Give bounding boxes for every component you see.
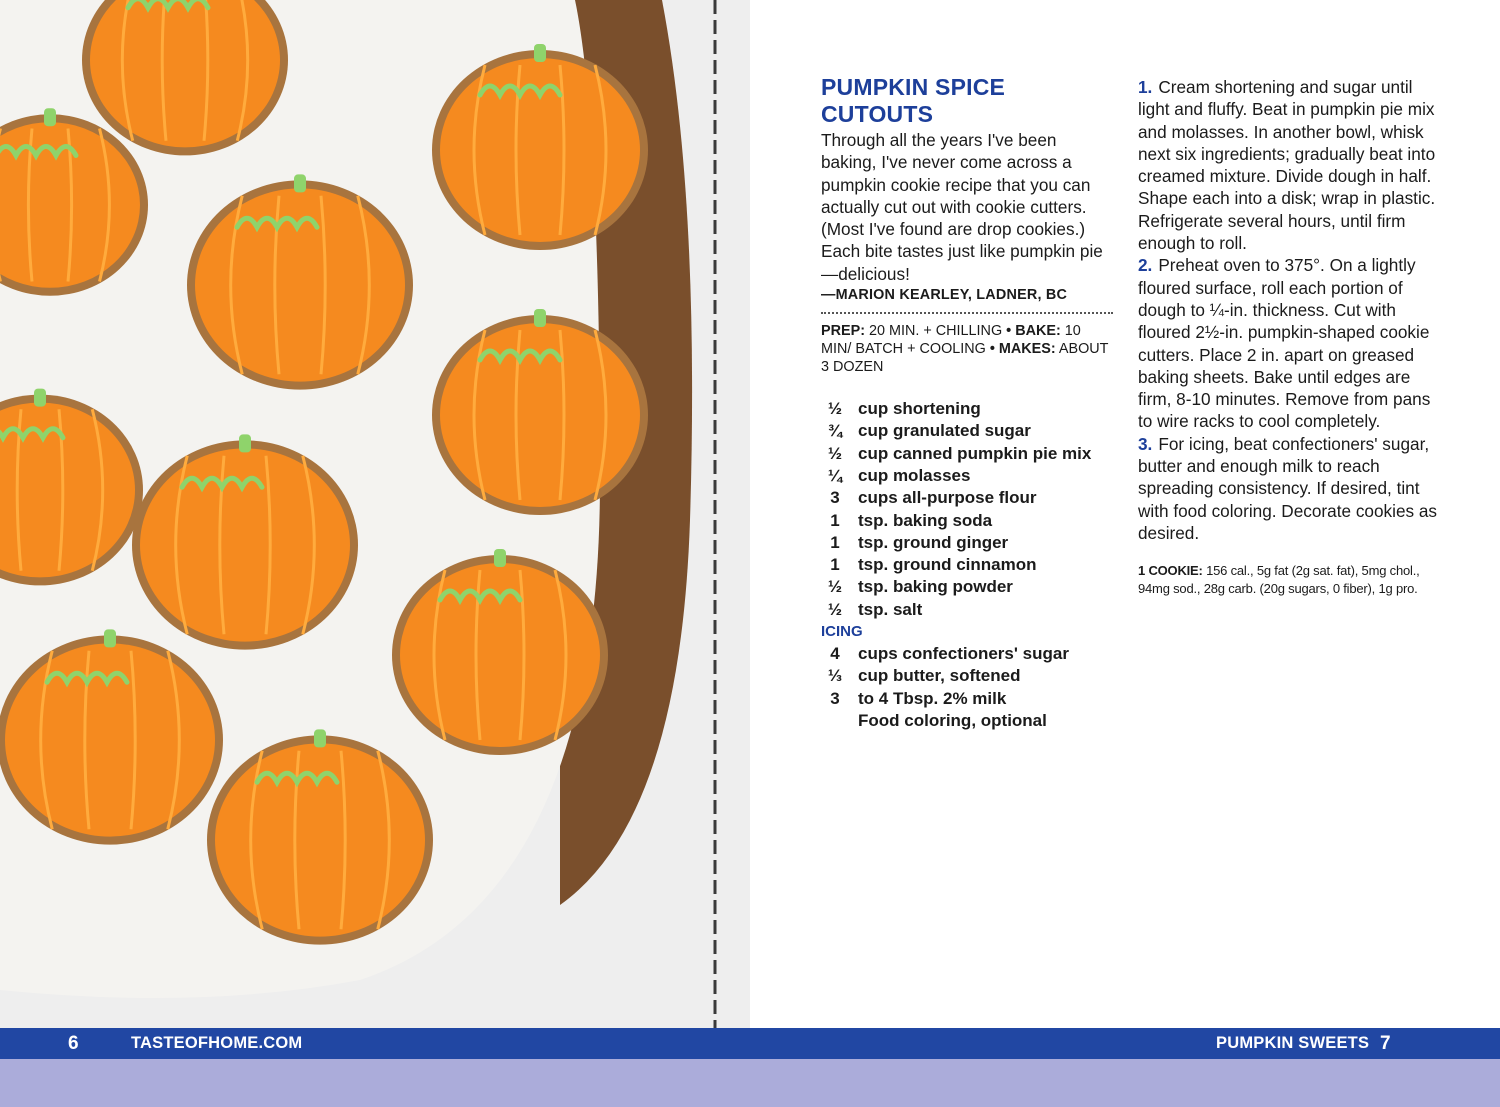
ingredient-qty: ¼ [827, 465, 843, 485]
ingredient-item [821, 443, 1113, 465]
icing-ingredient-item [821, 643, 1113, 665]
nutrition-facts [1138, 562, 1438, 598]
icing-ingredient-item [821, 665, 1113, 687]
ingredient-item [821, 510, 1113, 532]
ingredient-qty: 1 [830, 532, 840, 552]
recipe-column-left [821, 74, 1113, 732]
recipe-page [750, 0, 1500, 1028]
ingredient-item [821, 532, 1113, 554]
recipe-title: PUMPKIN SPICE CUTOUTS [821, 74, 1006, 127]
right-page-number: 7 [1380, 1033, 1391, 1054]
method-step [1138, 76, 1438, 254]
method-step [1138, 433, 1438, 544]
prep-label: PREP: [821, 323, 865, 340]
recipe-column-right [1138, 76, 1438, 598]
ingredient-name: cup canned pumpkin pie mix [858, 443, 1092, 463]
ingredient-qty: ½ [827, 443, 843, 463]
footer-tint [0, 1059, 1500, 1107]
step-number: 3. [1138, 433, 1153, 454]
step-number: 2. [1138, 255, 1153, 276]
left-page-number: 6 [68, 1033, 79, 1054]
step-text: Cream shortening and sugar until light and fluffy. Beat in pumpkin pie mix and molasses. In another bowl, whisk next six ingredients; gradually beat into creamed mixture. Divide dough in half. Shape each into a disk; wrap in plastic. Refrigerate several hours, until firm enough to roll. [1138, 77, 1436, 254]
step-number: 1. [1138, 77, 1153, 97]
ingredient-qty: ½ [827, 599, 843, 619]
footer-bar [0, 1028, 1500, 1059]
ingredient-name: tsp. ground ginger [858, 532, 1009, 552]
ingredient-qty: ¾ [827, 421, 843, 441]
cookie-photo [0, 0, 750, 1028]
ingredient-qty: ½ [827, 577, 843, 597]
prep-value: 20 MIN. + CHILLING [868, 323, 1003, 340]
ingredient-item [821, 487, 1113, 509]
ingredient-name: cup molasses [858, 465, 971, 485]
prep-info [821, 322, 1113, 376]
icing-heading: ICING [821, 623, 863, 641]
recipe-intro: Through all the years I've been baking, I've never come across a pumpkin cookie recipe that you can actually cut out with cookie cutters. (Most I've found are drop cookies.) Each bite tastes just like pumpkin pie—delicious! [821, 130, 1103, 284]
ingredient-name: tsp. baking soda [858, 510, 993, 530]
icing-ingredient-item [821, 688, 1113, 710]
ingredient-name: cup butter, softened [858, 666, 1021, 686]
ingredient-qty: 3 [830, 488, 840, 508]
icing-ingredient-item [821, 710, 1113, 732]
step-text: For icing, beat confectioners' sugar, butter and enough milk to reach spreading consistency. If desired, tint with food coloring. Decorate cookies as desired. [1138, 433, 1438, 543]
ingredient-item [821, 599, 1113, 621]
makes-label: MAKES: [998, 341, 1056, 358]
section-label: PUMPKIN SWEETS [1216, 1034, 1370, 1052]
ingredient-name: tsp. baking powder [858, 577, 1013, 597]
ingredient-qty: ⅓ [827, 666, 843, 686]
nutrition-text: 156 cal., 5g fat (2g sat. fat), 5mg chol., 94mg sod., 28g carb. (20g sugars, 0 fiber), 1g pro. [1138, 563, 1420, 597]
ingredient-qty: ½ [827, 399, 843, 419]
ingredient-qty: 1 [830, 555, 840, 575]
ingredient-item [821, 420, 1113, 442]
ingredient-item [821, 554, 1113, 576]
bake-label: BAKE: [1015, 323, 1061, 340]
ingredient-name: tsp. salt [858, 599, 923, 619]
bake-value: 10 MIN/ BATCH + COOLING [821, 323, 1081, 358]
ingredient-qty: 1 [830, 510, 840, 530]
ingredient-name: cups all-purpose flour [858, 488, 1037, 508]
ingredient-item [821, 398, 1113, 420]
bullet-separator: • [989, 341, 995, 358]
ingredient-item [821, 576, 1113, 598]
nutrition-label: 1 COOKIE: [1138, 563, 1203, 579]
ingredient-list [821, 398, 1113, 732]
recipe-byline: —MARION KEARLEY, LADNER, BC [821, 287, 1068, 304]
makes-value: ABOUT 3 DOZEN [821, 341, 1109, 376]
ingredient-qty: 3 [830, 688, 840, 708]
ingredient-qty: 4 [830, 644, 840, 664]
ingredient-name: Food coloring, optional [858, 710, 1047, 730]
ingredient-name: cups confectioners' sugar [858, 644, 1069, 664]
ingredient-name: cup granulated sugar [858, 421, 1031, 441]
ingredient-name: tsp. ground cinnamon [858, 555, 1037, 575]
site-label: TASTEOFHOME.COM [131, 1034, 303, 1052]
method-step [1138, 254, 1438, 432]
cookie-photo-svg [0, 0, 750, 1028]
step-text: Preheat oven to 375°. On a lightly floured surface, roll each portion of dough to ¼-in. thickness. Cut with floured 2½-in. pumpkin-shaped cookie cutters. Place 2 in. apart on greased baking sheets. Bake until edges are firm, 8-10 minutes. Remove from pans to wire racks to cool completely. [1138, 255, 1431, 432]
bullet-separator: • [1006, 323, 1012, 340]
ingredient-name: cup shortening [858, 399, 981, 419]
ingredient-item [821, 465, 1113, 487]
dotted-divider [821, 312, 1113, 314]
ingredient-name: to 4 Tbsp. 2% milk [858, 688, 1007, 708]
